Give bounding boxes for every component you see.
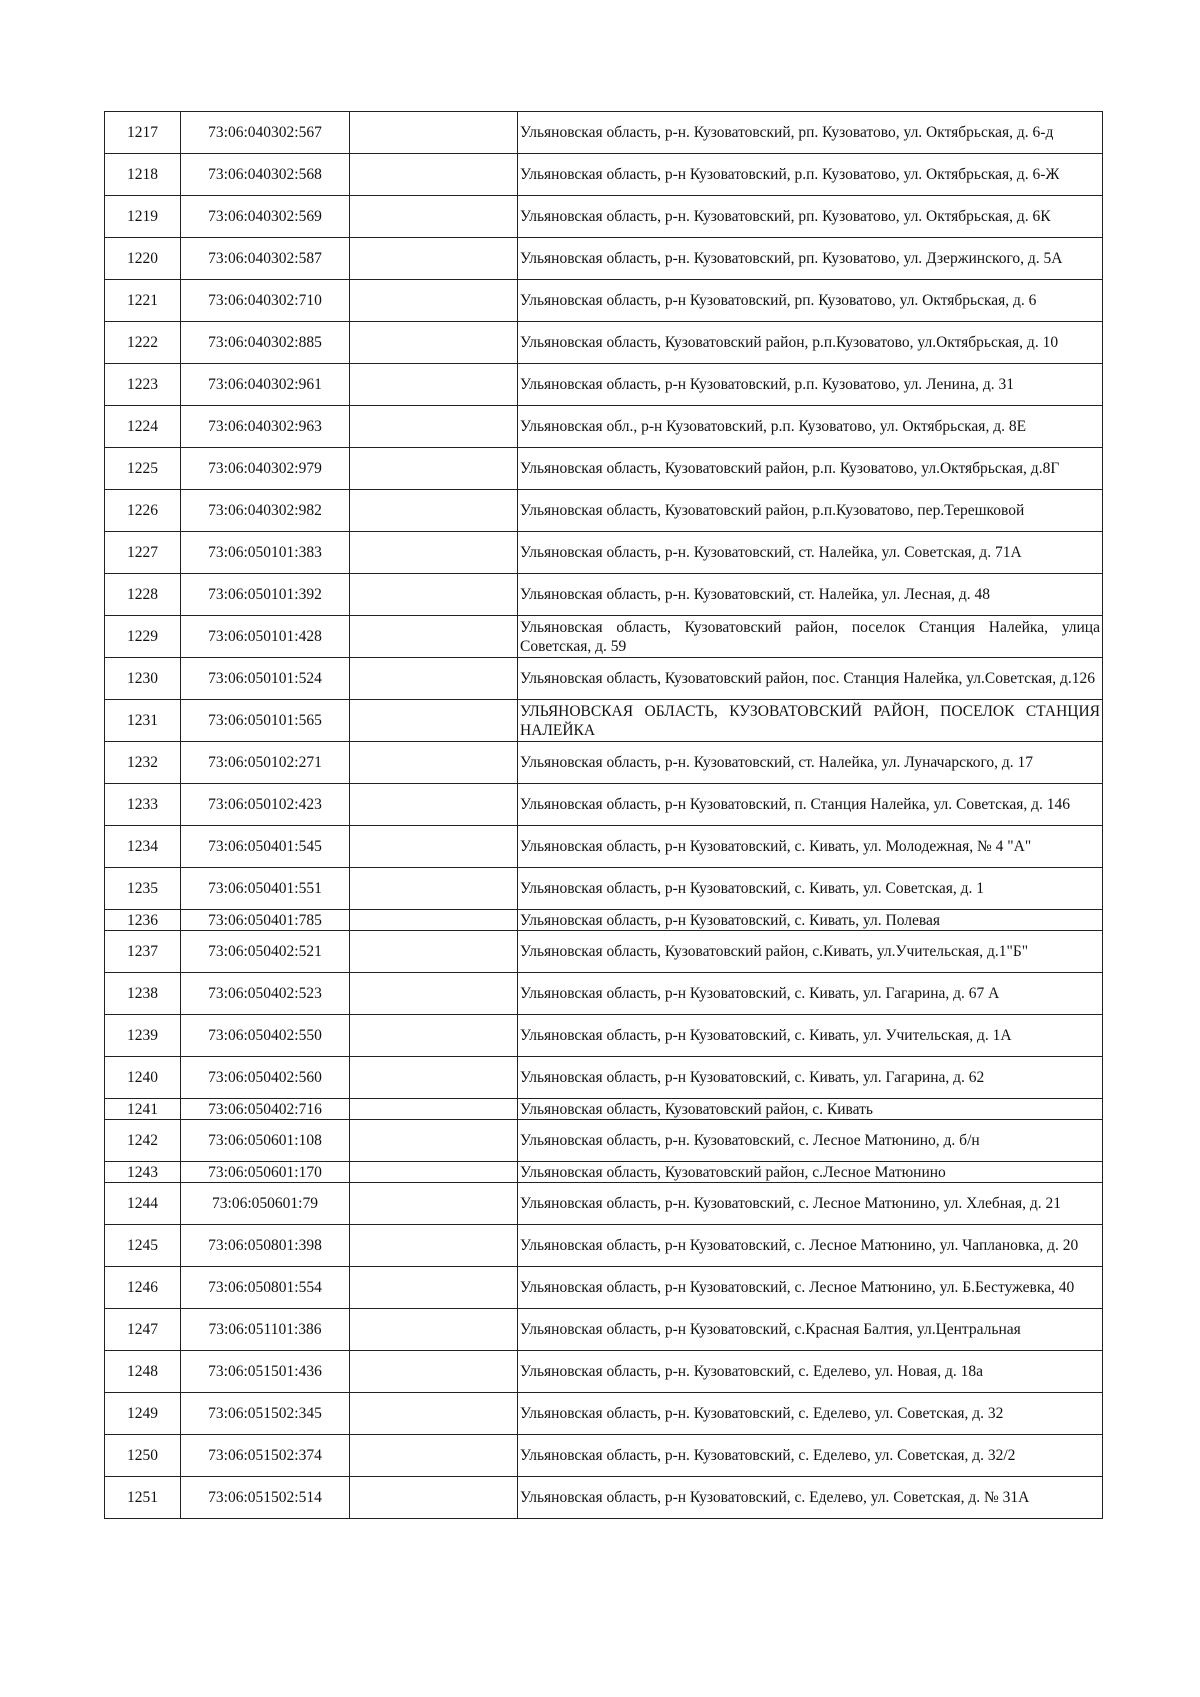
address-cell: Ульяновская область, Кузоватовский район, р.п. Кузоватово, ул.Октябрьская, д.8Г bbox=[518, 448, 1103, 490]
empty-cell bbox=[350, 322, 518, 364]
address-cell: Ульяновская область, р-н. Кузоватовский, рп. Кузоватово, ул. Октябрьская, д. 6К bbox=[518, 196, 1103, 238]
row-number-cell: 1223 bbox=[105, 364, 181, 406]
empty-cell bbox=[350, 742, 518, 784]
table-row bbox=[105, 574, 1103, 616]
row-number-cell: 1237 bbox=[105, 931, 181, 973]
address-cell: Ульяновская область, Кузоватовский район, пос. Станция Налейка, ул.Советская, д.126 bbox=[518, 658, 1103, 700]
address-cell: Ульяновская область, р-н Кузоватовский, п. Станция Налейка, ул. Советская, д. 146 bbox=[518, 784, 1103, 826]
row-number-cell: 1222 bbox=[105, 322, 181, 364]
empty-cell bbox=[350, 784, 518, 826]
empty-cell bbox=[350, 364, 518, 406]
table-row bbox=[105, 826, 1103, 868]
address-cell: Ульяновская область, р-н Кузоватовский, с. Лесное Матюнино, ул. Б.Бестужевка, 40 bbox=[518, 1267, 1103, 1309]
empty-cell bbox=[350, 1057, 518, 1099]
cadastral-number-cell: 73:06:040302:982 bbox=[181, 490, 350, 532]
table-row bbox=[105, 406, 1103, 448]
address-cell: Ульяновская область, р-н. Кузоватовский, ст. Налейка, ул. Советская, д. 71А bbox=[518, 532, 1103, 574]
table-row bbox=[105, 1435, 1103, 1477]
empty-cell bbox=[350, 574, 518, 616]
address-cell: Ульяновская область, р-н Кузоватовский, с. Кивать, ул. Советская, д. 1 bbox=[518, 868, 1103, 910]
empty-cell bbox=[350, 700, 518, 742]
cadastral-number-cell: 73:06:050401:551 bbox=[181, 868, 350, 910]
row-number-cell: 1247 bbox=[105, 1309, 181, 1351]
address-cell: Ульяновская область, р-н. Кузоватовский, с. Лесное Матюнино, ул. Хлебная, д. 21 bbox=[518, 1183, 1103, 1225]
empty-cell bbox=[350, 868, 518, 910]
cadastral-number-cell: 73:06:051502:345 bbox=[181, 1393, 350, 1435]
table-row bbox=[105, 1120, 1103, 1162]
row-number-cell: 1240 bbox=[105, 1057, 181, 1099]
address-cell: Ульяновская обл., р-н Кузоватовский, р.п. Кузоватово, ул. Октябрьская, д. 8Е bbox=[518, 406, 1103, 448]
cadastral-number-cell: 73:06:050402:560 bbox=[181, 1057, 350, 1099]
row-number-cell: 1226 bbox=[105, 490, 181, 532]
cadastral-number-cell: 73:06:050601:79 bbox=[181, 1183, 350, 1225]
empty-cell bbox=[350, 1435, 518, 1477]
address-cell: Ульяновская область, р-н Кузоватовский, с. Кивать, ул. Молодежная, № 4 "А" bbox=[518, 826, 1103, 868]
address-cell: Ульяновская область, р-н Кузоватовский, рп. Кузоватово, ул. Октябрьская, д. 6 bbox=[518, 280, 1103, 322]
address-cell: Ульяновская область, Кузоватовский район, с.Кивать, ул.Учительская, д.1"Б" bbox=[518, 931, 1103, 973]
empty-cell bbox=[350, 1477, 518, 1519]
row-number-cell: 1245 bbox=[105, 1225, 181, 1267]
row-number-cell: 1219 bbox=[105, 196, 181, 238]
cadastral-number-cell: 73:06:040302:961 bbox=[181, 364, 350, 406]
row-number-cell: 1230 bbox=[105, 658, 181, 700]
address-cell: Ульяновская область, р-н. Кузоватовский, с. Еделево, ул. Советская, д. 32 bbox=[518, 1393, 1103, 1435]
cadastral-number-cell: 73:06:040302:963 bbox=[181, 406, 350, 448]
table-row bbox=[105, 280, 1103, 322]
cadastral-number-cell: 73:06:050801:398 bbox=[181, 1225, 350, 1267]
address-cell: УЛЬЯНОВСКАЯ ОБЛАСТЬ, КУЗОВАТОВСКИЙ РАЙОН, ПОСЕЛОК СТАНЦИЯ НАЛЕЙКА bbox=[518, 700, 1103, 742]
address-cell: Ульяновская область, Кузоватовский район, с. Кивать bbox=[518, 1099, 1103, 1120]
table-row bbox=[105, 784, 1103, 826]
land-plots-table bbox=[104, 111, 1103, 1519]
empty-cell bbox=[350, 1183, 518, 1225]
cadastral-number-cell: 73:06:051501:436 bbox=[181, 1351, 350, 1393]
address-cell: Ульяновская область, р-н. Кузоватовский, ст. Налейка, ул. Луначарского, д. 17 bbox=[518, 742, 1103, 784]
address-cell: Ульяновская область, Кузоватовский район, р.п.Кузоватово, пер.Терешковой bbox=[518, 490, 1103, 532]
empty-cell bbox=[350, 1225, 518, 1267]
address-cell: Ульяновская область, р-н Кузоватовский, с. Кивать, ул. Гагарина, д. 67 А bbox=[518, 973, 1103, 1015]
address-cell: Ульяновская область, р-н Кузоватовский, с. Кивать, ул. Гагарина, д. 62 bbox=[518, 1057, 1103, 1099]
table-row bbox=[105, 1351, 1103, 1393]
row-number-cell: 1234 bbox=[105, 826, 181, 868]
address-cell: Ульяновская область, р-н. Кузоватовский, ст. Налейка, ул. Лесная, д. 48 bbox=[518, 574, 1103, 616]
empty-cell bbox=[350, 1015, 518, 1057]
empty-cell bbox=[350, 1393, 518, 1435]
cadastral-number-cell: 73:06:040302:979 bbox=[181, 448, 350, 490]
row-number-cell: 1231 bbox=[105, 700, 181, 742]
address-cell: Ульяновская область, р-н Кузоватовский, с. Еделево, ул. Советская, д. № 31А bbox=[518, 1477, 1103, 1519]
cadastral-number-cell: 73:06:051101:386 bbox=[181, 1309, 350, 1351]
empty-cell bbox=[350, 154, 518, 196]
table-row bbox=[105, 1267, 1103, 1309]
cadastral-number-cell: 73:06:051502:514 bbox=[181, 1477, 350, 1519]
empty-cell bbox=[350, 826, 518, 868]
address-cell: Ульяновская область, р-н Кузоватовский, р.п. Кузоватово, ул. Ленина, д. 31 bbox=[518, 364, 1103, 406]
table-row bbox=[105, 112, 1103, 154]
table-row bbox=[105, 616, 1103, 658]
table-row bbox=[105, 1057, 1103, 1099]
cadastral-number-cell: 73:06:050402:716 bbox=[181, 1099, 350, 1120]
cadastral-number-cell: 73:06:040302:885 bbox=[181, 322, 350, 364]
row-number-cell: 1238 bbox=[105, 973, 181, 1015]
cadastral-number-cell: 73:06:050101:565 bbox=[181, 700, 350, 742]
empty-cell bbox=[350, 931, 518, 973]
row-number-cell: 1228 bbox=[105, 574, 181, 616]
row-number-cell: 1221 bbox=[105, 280, 181, 322]
row-number-cell: 1227 bbox=[105, 532, 181, 574]
cadastral-number-cell: 73:06:050101:392 bbox=[181, 574, 350, 616]
row-number-cell: 1250 bbox=[105, 1435, 181, 1477]
empty-cell bbox=[350, 616, 518, 658]
address-cell: Ульяновская область, р-н. Кузоватовский, рп. Кузоватово, ул. Октябрьская, д. 6-д bbox=[518, 112, 1103, 154]
row-number-cell: 1235 bbox=[105, 868, 181, 910]
table-body bbox=[105, 112, 1103, 1519]
table-row bbox=[105, 532, 1103, 574]
row-number-cell: 1232 bbox=[105, 742, 181, 784]
table-row bbox=[105, 490, 1103, 532]
cadastral-number-cell: 73:06:051502:374 bbox=[181, 1435, 350, 1477]
address-cell: Ульяновская область, р-н. Кузоватовский, с. Еделево, ул. Новая, д. 18а bbox=[518, 1351, 1103, 1393]
row-number-cell: 1242 bbox=[105, 1120, 181, 1162]
cadastral-number-cell: 73:06:050102:423 bbox=[181, 784, 350, 826]
table-row bbox=[105, 1477, 1103, 1519]
row-number-cell: 1217 bbox=[105, 112, 181, 154]
cadastral-number-cell: 73:06:040302:569 bbox=[181, 196, 350, 238]
table-row bbox=[105, 364, 1103, 406]
empty-cell bbox=[350, 1120, 518, 1162]
table-row bbox=[105, 1183, 1103, 1225]
address-cell: Ульяновская область, р-н Кузоватовский, с. Кивать, ул. Учительская, д. 1А bbox=[518, 1015, 1103, 1057]
empty-cell bbox=[350, 112, 518, 154]
row-number-cell: 1229 bbox=[105, 616, 181, 658]
row-number-cell: 1243 bbox=[105, 1162, 181, 1183]
table-row bbox=[105, 1162, 1103, 1183]
address-cell: Ульяновская область, р-н. Кузоватовский, с. Еделево, ул. Советская, д. 32/2 bbox=[518, 1435, 1103, 1477]
empty-cell bbox=[350, 1351, 518, 1393]
row-number-cell: 1224 bbox=[105, 406, 181, 448]
empty-cell bbox=[350, 490, 518, 532]
row-number-cell: 1225 bbox=[105, 448, 181, 490]
table-row bbox=[105, 973, 1103, 1015]
empty-cell bbox=[350, 973, 518, 1015]
row-number-cell: 1251 bbox=[105, 1477, 181, 1519]
cadastral-number-cell: 73:06:050402:550 bbox=[181, 1015, 350, 1057]
row-number-cell: 1244 bbox=[105, 1183, 181, 1225]
table-row bbox=[105, 910, 1103, 931]
address-cell: Ульяновская область, р-н Кузоватовский, с. Кивать, ул. Полевая bbox=[518, 910, 1103, 931]
cadastral-number-cell: 73:06:050102:271 bbox=[181, 742, 350, 784]
cadastral-number-cell: 73:06:050601:170 bbox=[181, 1162, 350, 1183]
cadastral-number-cell: 73:06:040302:587 bbox=[181, 238, 350, 280]
table-row bbox=[105, 931, 1103, 973]
address-cell: Ульяновская область, Кузоватовский район, р.п.Кузоватово, ул.Октябрьская, д. 10 bbox=[518, 322, 1103, 364]
address-cell: Ульяновская область, Кузоватовский район, поселок Станция Налейка, улица Советская, д. 59 bbox=[518, 616, 1103, 658]
table-row bbox=[105, 322, 1103, 364]
cadastral-number-cell: 73:06:050402:521 bbox=[181, 931, 350, 973]
address-cell: Ульяновская область, Кузоватовский район, с.Лесное Матюнино bbox=[518, 1162, 1103, 1183]
row-number-cell: 1248 bbox=[105, 1351, 181, 1393]
table-row bbox=[105, 1225, 1103, 1267]
empty-cell bbox=[350, 238, 518, 280]
cadastral-number-cell: 73:06:050401:545 bbox=[181, 826, 350, 868]
address-cell: Ульяновская область, р-н. Кузоватовский, рп. Кузоватово, ул. Дзержинского, д. 5А bbox=[518, 238, 1103, 280]
table-row bbox=[105, 658, 1103, 700]
cadastral-number-cell: 73:06:050101:428 bbox=[181, 616, 350, 658]
empty-cell bbox=[350, 1267, 518, 1309]
empty-cell bbox=[350, 406, 518, 448]
row-number-cell: 1220 bbox=[105, 238, 181, 280]
table-row bbox=[105, 1015, 1103, 1057]
table-row bbox=[105, 1309, 1103, 1351]
cadastral-number-cell: 73:06:050402:523 bbox=[181, 973, 350, 1015]
cadastral-number-cell: 73:06:040302:710 bbox=[181, 280, 350, 322]
table-row bbox=[105, 238, 1103, 280]
address-cell: Ульяновская область, р-н Кузоватовский, с.Красная Балтия, ул.Центральная bbox=[518, 1309, 1103, 1351]
cadastral-number-cell: 73:06:050101:383 bbox=[181, 532, 350, 574]
empty-cell bbox=[350, 1309, 518, 1351]
table-row bbox=[105, 742, 1103, 784]
empty-cell bbox=[350, 196, 518, 238]
row-number-cell: 1241 bbox=[105, 1099, 181, 1120]
table-row bbox=[105, 1099, 1103, 1120]
cadastral-number-cell: 73:06:040302:568 bbox=[181, 154, 350, 196]
cadastral-number-cell: 73:06:040302:567 bbox=[181, 112, 350, 154]
row-number-cell: 1239 bbox=[105, 1015, 181, 1057]
cadastral-number-cell: 73:06:050401:785 bbox=[181, 910, 350, 931]
address-cell: Ульяновская область, р-н Кузоватовский, р.п. Кузоватово, ул. Октябрьская, д. 6-Ж bbox=[518, 154, 1103, 196]
table-row bbox=[105, 1393, 1103, 1435]
table-row bbox=[105, 448, 1103, 490]
table-row bbox=[105, 154, 1103, 196]
address-cell: Ульяновская область, р-н Кузоватовский, с. Лесное Матюнино, ул. Чаплановка, д. 20 bbox=[518, 1225, 1103, 1267]
empty-cell bbox=[350, 658, 518, 700]
row-number-cell: 1246 bbox=[105, 1267, 181, 1309]
cadastral-number-cell: 73:06:050601:108 bbox=[181, 1120, 350, 1162]
empty-cell bbox=[350, 1162, 518, 1183]
empty-cell bbox=[350, 532, 518, 574]
table-row bbox=[105, 700, 1103, 742]
address-cell: Ульяновская область, р-н. Кузоватовский, с. Лесное Матюнино, д. б/н bbox=[518, 1120, 1103, 1162]
empty-cell bbox=[350, 1099, 518, 1120]
empty-cell bbox=[350, 280, 518, 322]
empty-cell bbox=[350, 910, 518, 931]
table-row bbox=[105, 868, 1103, 910]
row-number-cell: 1218 bbox=[105, 154, 181, 196]
row-number-cell: 1249 bbox=[105, 1393, 181, 1435]
cadastral-number-cell: 73:06:050801:554 bbox=[181, 1267, 350, 1309]
row-number-cell: 1233 bbox=[105, 784, 181, 826]
cadastral-number-cell: 73:06:050101:524 bbox=[181, 658, 350, 700]
empty-cell bbox=[350, 448, 518, 490]
row-number-cell: 1236 bbox=[105, 910, 181, 931]
table-row bbox=[105, 196, 1103, 238]
